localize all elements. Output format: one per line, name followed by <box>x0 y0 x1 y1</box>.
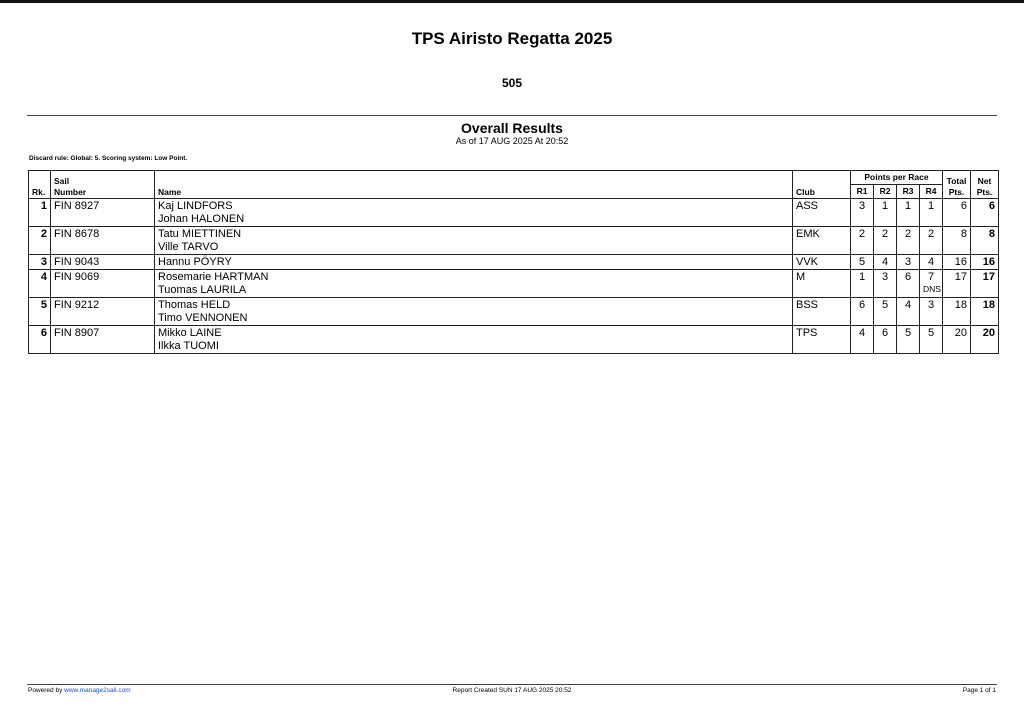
crew-name: Johan HALONEN <box>158 213 245 225</box>
net-points-cell: 20 <box>971 326 999 354</box>
crew-names-cell <box>155 199 793 227</box>
race-points-cell <box>920 255 943 270</box>
race-points: 2 <box>904 228 912 240</box>
race-points-cell <box>874 255 897 270</box>
club-cell: BSS <box>793 298 851 326</box>
net-points-cell: 8 <box>971 227 999 255</box>
powered-by-label: Powered by <box>28 687 63 694</box>
net-header-line1: Net <box>977 176 992 186</box>
class-name: 505 <box>501 76 523 90</box>
total-points-cell: 20 <box>943 326 971 354</box>
total-points-cell: 17 <box>943 270 971 298</box>
race-points: 1 <box>881 200 889 212</box>
club-cell: VVK <box>793 255 851 270</box>
header-divider <box>27 115 997 116</box>
race-points-cell <box>897 199 920 227</box>
event-title: TPS Airisto Regatta 2025 <box>411 29 613 48</box>
race-points: 2 <box>927 228 935 240</box>
result-row <box>29 255 999 270</box>
points-per-race-header: Points per Race <box>851 171 943 185</box>
crew-names-cell <box>155 270 793 298</box>
sail-header-line2: Number <box>54 187 87 197</box>
race-points: 3 <box>881 271 889 283</box>
total-header-line2: Pts. <box>948 187 965 197</box>
sail-number-cell: FIN 9069 <box>51 270 155 298</box>
page-top-border <box>0 0 1024 3</box>
discard-rule-note: Discard rule: Global: 5. Scoring system: Low Point. <box>29 155 188 162</box>
race-points: 4 <box>858 327 866 339</box>
result-row <box>29 298 999 326</box>
penalty-code: DNS <box>923 284 941 294</box>
net-points-header <box>971 171 999 199</box>
club-cell: EMK <box>793 227 851 255</box>
crew-names-cell <box>155 326 793 354</box>
helm-name: Rosemarie HARTMAN <box>158 271 269 283</box>
race-points: 3 <box>927 299 935 311</box>
race-points-cell <box>851 326 874 354</box>
helm-name: Mikko LAINE <box>158 327 222 339</box>
race-header-r1: R1 <box>851 185 874 199</box>
report-created: Report Created SUN 17 AUG 2025 20:52 <box>452 687 572 694</box>
results-title: Overall Results <box>461 120 563 136</box>
crew-name: Ilkka TUOMI <box>158 340 219 352</box>
race-points-cell <box>851 199 874 227</box>
crew-names-cell <box>155 227 793 255</box>
net-points-cell: 6 <box>971 199 999 227</box>
results-timestamp: As of 17 AUG 2025 At 20:52 <box>455 136 569 146</box>
crew-names-cell <box>155 298 793 326</box>
sail-number-cell: FIN 9043 <box>51 255 155 270</box>
sail-number-cell: FIN 9212 <box>51 298 155 326</box>
helm-name: Tatu MIETTINEN <box>158 228 242 240</box>
rank-cell: 4 <box>29 270 51 298</box>
crew-name: Timo VENNONEN <box>158 312 248 324</box>
total-points-header <box>943 171 971 199</box>
total-points-cell: 18 <box>943 298 971 326</box>
race-points-cell <box>897 227 920 255</box>
race-points-cell <box>920 326 943 354</box>
helm-name: Kaj LINDFORS <box>158 200 233 212</box>
race-points: 4 <box>927 256 935 268</box>
race-points-cell <box>874 227 897 255</box>
rank-cell: 2 <box>29 227 51 255</box>
race-header-r3: R3 <box>897 185 920 199</box>
net-points-cell: 16 <box>971 255 999 270</box>
race-points: 6 <box>904 271 912 283</box>
race-points-cell <box>874 298 897 326</box>
name-header: Name <box>155 171 793 199</box>
race-points: 6 <box>881 327 889 339</box>
result-row <box>29 270 999 298</box>
net-points-cell: 18 <box>971 298 999 326</box>
page-number: Page 1 of 1 <box>962 687 996 694</box>
race-points: 3 <box>904 256 912 268</box>
race-header-r4: R4 <box>920 185 943 199</box>
race-points: 5 <box>927 327 935 339</box>
result-row <box>29 326 999 354</box>
race-points: 1 <box>904 200 912 212</box>
rank-cell: 3 <box>29 255 51 270</box>
race-points: 5 <box>858 256 866 268</box>
total-points-cell: 8 <box>943 227 971 255</box>
race-points: 2 <box>858 228 866 240</box>
race-points-cell <box>897 326 920 354</box>
sail-header-line1: Sail <box>54 176 70 186</box>
race-points-cell <box>897 298 920 326</box>
crew-names-cell <box>155 255 793 270</box>
total-header-line1: Total <box>946 176 967 186</box>
race-points: 5 <box>881 299 889 311</box>
race-points: 4 <box>904 299 912 311</box>
net-header-line2: Pts. <box>976 187 993 197</box>
race-points-cell <box>920 270 943 298</box>
race-points-cell <box>874 270 897 298</box>
race-points: 3 <box>858 200 866 212</box>
race-points-cell <box>874 199 897 227</box>
sail-number-header <box>51 171 155 199</box>
sail-number-cell: FIN 8678 <box>51 227 155 255</box>
race-header-r2: R2 <box>874 185 897 199</box>
rank-header: Rk. <box>29 171 51 199</box>
club-header: Club <box>793 171 851 199</box>
race-points: 4 <box>881 256 889 268</box>
result-row <box>29 199 999 227</box>
net-points-cell: 17 <box>971 270 999 298</box>
rank-cell: 1 <box>29 199 51 227</box>
race-points: 5 <box>904 327 912 339</box>
total-points-cell: 16 <box>943 255 971 270</box>
crew-name: Tuomas LAURILA <box>158 284 247 296</box>
club-cell: M <box>793 270 851 298</box>
race-points: 1 <box>927 200 935 212</box>
manage2sail-link[interactable]: www.manage2sail.com <box>64 687 131 694</box>
race-points-cell <box>851 255 874 270</box>
rank-cell: 6 <box>29 326 51 354</box>
race-points-cell <box>851 270 874 298</box>
sail-number-cell: FIN 8927 <box>51 199 155 227</box>
race-points-cell <box>920 298 943 326</box>
club-cell: TPS <box>793 326 851 354</box>
crew-name: Ville TARVO <box>158 241 219 253</box>
results-table <box>28 170 999 354</box>
race-points-cell <box>920 199 943 227</box>
race-points-cell <box>897 270 920 298</box>
helm-name: Thomas HELD <box>158 299 231 311</box>
race-points: 7 <box>927 271 935 283</box>
helm-name: Hannu PÖYRY <box>158 256 232 268</box>
race-points: 2 <box>881 228 889 240</box>
race-points-cell <box>851 298 874 326</box>
race-points: 1 <box>858 271 866 283</box>
sail-number-cell: FIN 8907 <box>51 326 155 354</box>
club-cell: ASS <box>793 199 851 227</box>
result-row <box>29 227 999 255</box>
total-points-cell: 6 <box>943 199 971 227</box>
race-points-cell <box>874 326 897 354</box>
race-points-cell <box>920 227 943 255</box>
footer-divider <box>27 684 997 685</box>
race-points-cell <box>897 255 920 270</box>
race-points-cell <box>851 227 874 255</box>
rank-cell: 5 <box>29 298 51 326</box>
race-points: 6 <box>858 299 866 311</box>
